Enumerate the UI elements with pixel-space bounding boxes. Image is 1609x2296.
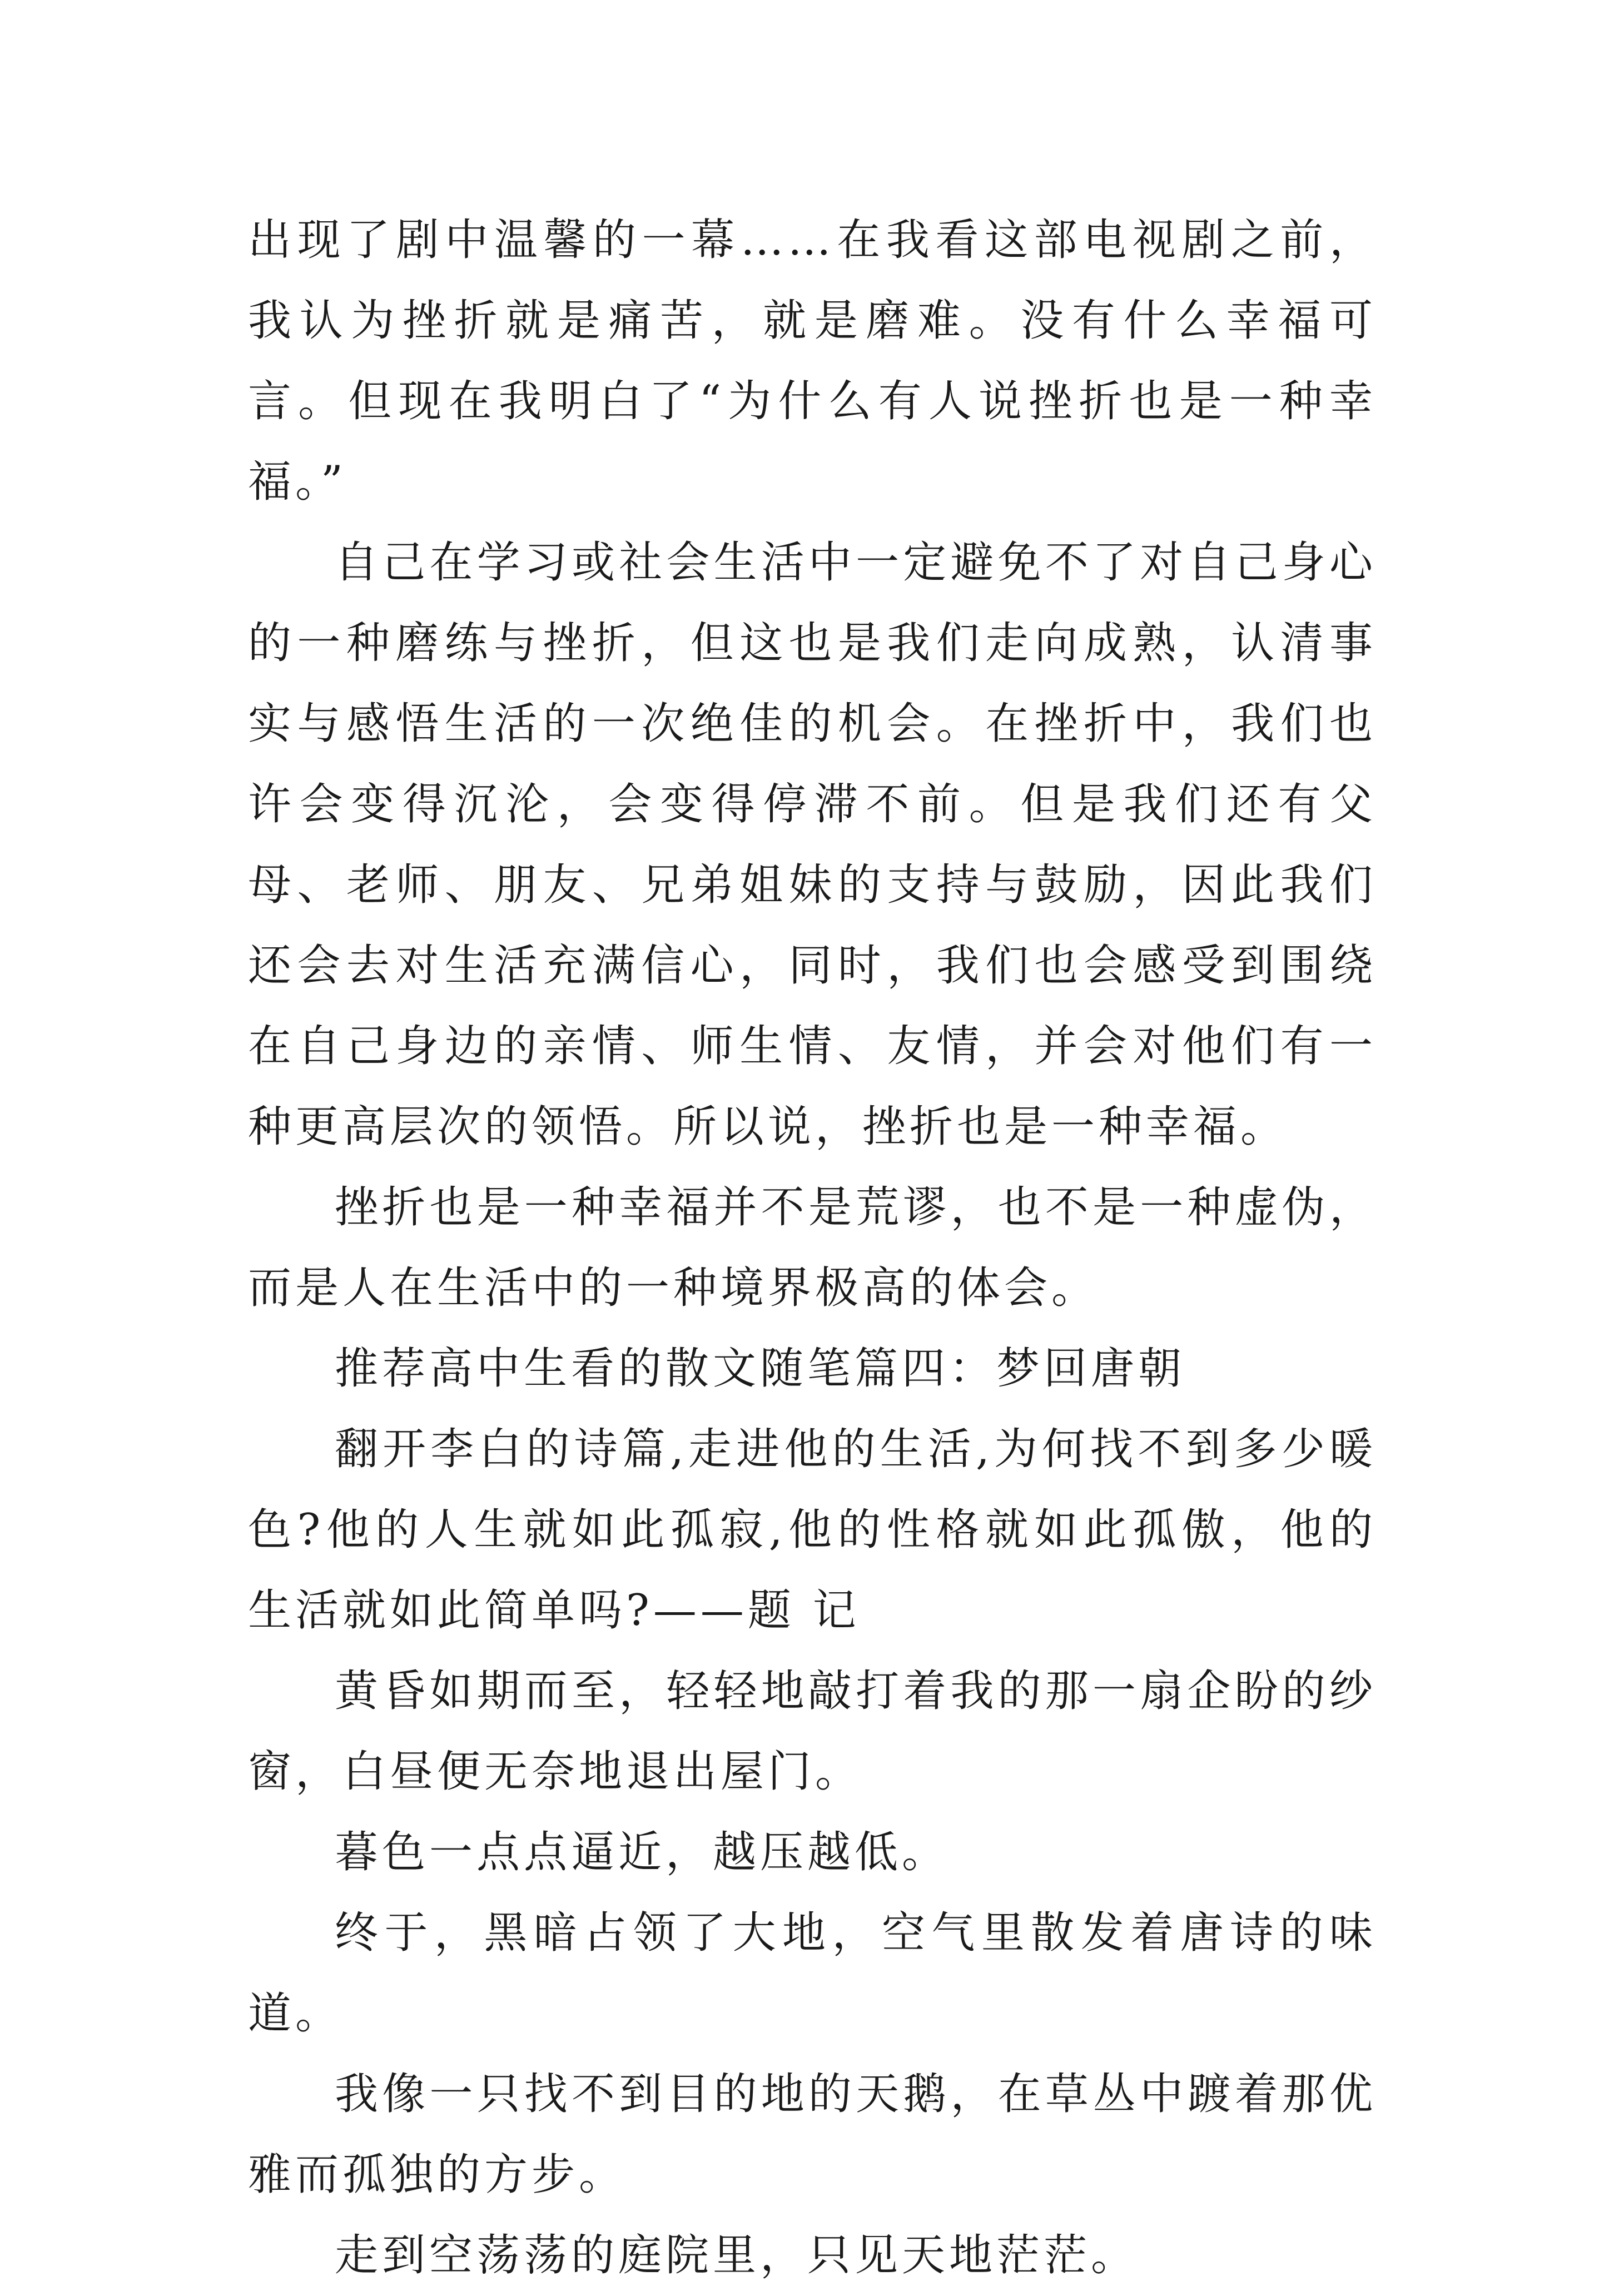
paragraph: 挫折也是一种幸福并不是荒谬，也不是一种虚伪，而是人在生活中的一种境界极高的体会。 <box>248 1182 1377 1313</box>
paragraph: 出现了剧中温馨的一幕……在我看这部电视剧之前，我认为挫折就是痛苦，就是磨难。没有什么幸福可言。但现在我明白了“为什么有人说挫折也是一种幸福。” <box>248 215 1377 507</box>
paragraph: 翻开李白的诗篇,走进他的生活,为何找不到多少暖色?他的人生就如此孤寂,他的性格就如此孤傲，他的生活就如此简单吗?——题 记 <box>248 1424 1377 1636</box>
paragraph: 我像一只找不到目的地的天鹅，在草丛中踱着那优雅而孤独的方步。 <box>248 2069 1377 2200</box>
paragraph: 终于，黑暗占领了大地，空气里散发着唐诗的味道。 <box>248 1908 1377 2039</box>
document-body <box>248 200 1377 2296</box>
paragraph: 黄昏如期而至，轻轻地敲打着我的那一扇企盼的纱窗，白昼便无奈地退出屋门。 <box>248 1666 1377 1797</box>
paragraph: 自己在学习或社会生活中一定避免不了对自己身心的一种磨练与挫折，但这也是我们走向成熟，认清事实与感悟生活的一次绝佳的机会。在挫折中，我们也许会变得沉沦，会变得停滞不前。但是我们还有父母、老师、朋友、兄弟姐妹的支持与鼓励，因此我们还会去对生活充满信心，同时，我们也会感受到围绕在自己身边的亲情、师生情、友情，并会对他们有一种更高层次的领悟。所以说，挫折也是一种幸福。 <box>248 538 1377 1152</box>
paragraph: 走到空荡荡的庭院里，只见天地茫茫。 <box>335 2230 1139 2280</box>
section-heading: 推荐高中生看的散文随笔篇四：梦回唐朝 <box>335 1344 1186 1394</box>
paragraph: 暮色一点点逼近，越压越低。 <box>335 1827 950 1877</box>
